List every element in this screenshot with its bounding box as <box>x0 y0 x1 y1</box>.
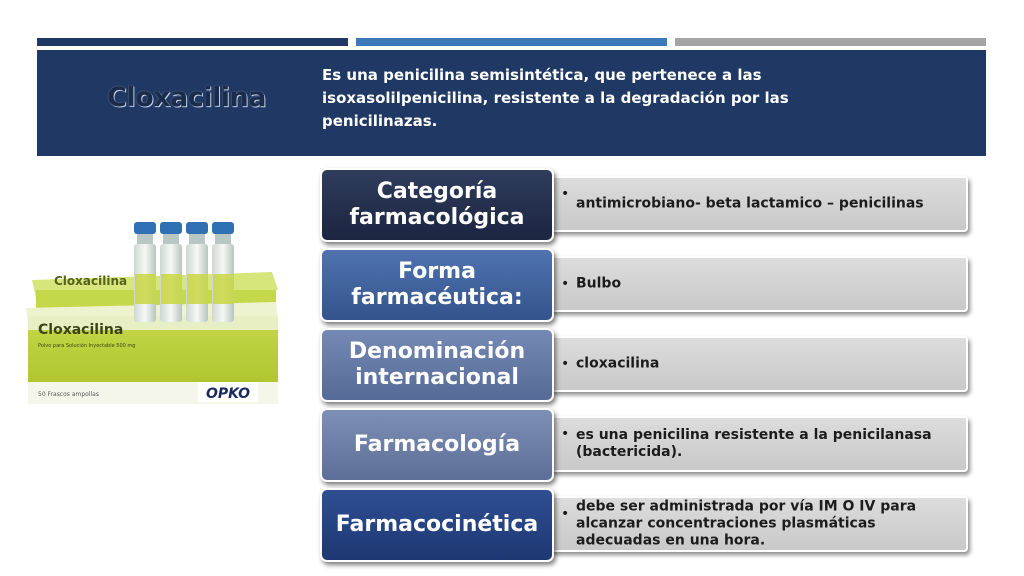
bullet-icon: • <box>561 186 570 202</box>
info-label: Farmacocinética <box>320 488 554 562</box>
info-value: cloxacilina <box>576 355 660 372</box>
info-value: antimicrobiano- beta lactamico – penicilinas <box>576 195 924 212</box>
info-value: debe ser administrada por vía IM O IV para alcanzar concentraciones plasmáticas adecuadas en una hora. <box>576 498 917 549</box>
header-banner <box>37 50 986 156</box>
slide-description: Es una penicilina semisintética, que pertenece a las isoxasolilpenicilina, resistente a la degradación por las penicilinazas. <box>322 66 789 130</box>
info-row-farmacologia <box>320 408 972 482</box>
info-value-box <box>540 336 968 392</box>
info-row-forma <box>320 248 972 322</box>
svg-text:50 Frascos ampollas: 50 Frascos ampollas <box>38 391 99 398</box>
info-value: es una penicilina resistente a la penicilanasa (bactericida). <box>576 427 932 460</box>
info-label: Categoría farmacológica <box>320 168 554 242</box>
product-image <box>22 212 284 422</box>
bullet-icon: • <box>561 426 570 442</box>
info-value-box <box>540 176 968 232</box>
info-row-denominacion <box>320 328 972 402</box>
info-label: Forma farmacéutica: <box>320 248 554 322</box>
info-row-categoria <box>320 168 972 242</box>
info-value: Bulbo <box>576 275 622 292</box>
bullet-icon: • <box>561 276 570 292</box>
svg-text:Cloxacilina: Cloxacilina <box>38 322 124 338</box>
info-row-farmacocinetica <box>320 488 972 562</box>
svg-text:Polvo para Solución Inyectable: Polvo para Solución Inyectable 500 mg <box>38 343 136 349</box>
info-label: Farmacología <box>320 408 554 482</box>
svg-text:OPKO: OPKO <box>206 386 251 402</box>
bullet-icon: • <box>561 356 570 372</box>
cloxacilina-box-illustration <box>22 212 284 422</box>
accent-bar-gray <box>675 38 986 46</box>
info-value-box <box>540 416 968 472</box>
accent-bar-dark <box>37 38 348 46</box>
accent-bar-blue <box>356 38 667 46</box>
slide-title: Cloxacilina <box>107 82 266 113</box>
svg-text:Cloxacilina: Cloxacilina <box>54 274 128 288</box>
info-value-box <box>540 496 968 552</box>
info-value-box <box>540 256 968 312</box>
bullet-icon: • <box>561 506 570 522</box>
info-label: Denominación internacional <box>320 328 554 402</box>
